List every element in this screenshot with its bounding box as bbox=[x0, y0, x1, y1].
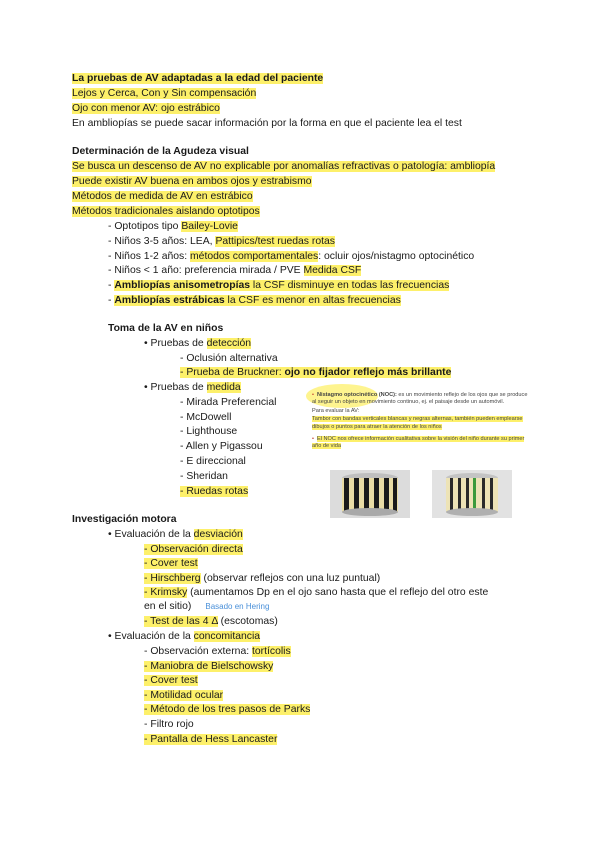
list-item: - Motilidad ocular bbox=[144, 690, 224, 701]
hering-annotation: Basado en Hering bbox=[205, 602, 270, 611]
list-item: - Ambliopías anisometropías la CSF disminuye en todas las frecuencias bbox=[108, 280, 450, 291]
list-item: - Método de los tres pasos de Parks bbox=[144, 704, 311, 715]
list-item: - Filtro rojo bbox=[144, 719, 194, 730]
text-line: Métodos tradicionales aislando optotipos bbox=[72, 206, 260, 217]
noc-note-snippet bbox=[312, 392, 532, 456]
list-item: - McDowell bbox=[180, 412, 232, 423]
text-line: Lejos y Cerca, Con y Sin compensación bbox=[72, 88, 257, 99]
text-line: Se busca un descenso de AV no explicable por anomalías refractivas o patología: ambliopía bbox=[72, 161, 496, 172]
list-item: - Oclusión alternativa bbox=[180, 353, 278, 364]
section-title-av-adaptadas: La pruebas de AV adaptadas a la edad del paciente bbox=[72, 73, 324, 84]
list-item: - E direccional bbox=[180, 456, 246, 467]
list-item: • Pruebas de medida bbox=[144, 382, 241, 393]
text-line: Ojo con menor AV: ojo estrábico bbox=[72, 103, 220, 114]
list-item: - Sheridan bbox=[180, 471, 228, 482]
optokinetic-drum-image-1 bbox=[330, 470, 410, 518]
text-line: Puede existir AV buena en ambos ojos y estrabismo bbox=[72, 176, 312, 187]
list-item: - Niños 1-2 años: métodos comportamentales: ocluir ojos/nistagmo optocinético bbox=[108, 251, 475, 262]
list-item: - Prueba de Bruckner: ojo no fijador reflejo más brillante bbox=[180, 367, 452, 378]
list-item: • Evaluación de la desviación bbox=[108, 529, 243, 540]
list-item-continued: en el sitio) Basado en Hering bbox=[144, 601, 270, 612]
list-item: - Observación directa bbox=[144, 544, 243, 555]
list-item: - Optotipos tipo Bailey-Lovie bbox=[108, 221, 238, 232]
list-item: - Mirada Preferencial bbox=[180, 397, 277, 408]
drum-illustration bbox=[432, 470, 512, 518]
optokinetic-drum-image-2 bbox=[432, 470, 512, 518]
list-item: - Hirschberg (observar reflejos con una luz puntual) bbox=[144, 573, 381, 584]
list-item: - Niños < 1 año: preferencia mirada / PVE Medida CSF bbox=[108, 265, 362, 276]
note-paragraph: Para evaluar la AV: bbox=[312, 407, 360, 414]
list-item: - Ruedas rotas bbox=[180, 486, 249, 497]
list-item: • Pruebas de detección bbox=[144, 338, 252, 349]
list-item: - Krimsky (aumentamos Dp en el ojo sano hasta que el reflejo del otro este bbox=[144, 587, 489, 598]
list-item: - Allen y Pigassou bbox=[180, 441, 263, 452]
section-title-agudeza-visual: Determinación de la Agudeza visual bbox=[72, 146, 249, 157]
list-item: - Cover test bbox=[144, 558, 198, 569]
section-title-investigacion-motora: Investigación motora bbox=[72, 514, 177, 525]
list-item: - Test de las 4 Δ (escotomas) bbox=[144, 616, 278, 627]
note-paragraph: Tambor con bandas verticales blancas y negras alternas, también pueden emplearse dibujos o puntos para atraer la atención de los niños bbox=[312, 416, 523, 430]
text-line: En ambliopías se puede sacar información por la forma en que el paciente lea el test bbox=[72, 118, 462, 129]
list-item: - Pantalla de Hess Lancaster bbox=[144, 734, 278, 745]
list-item: - Observación externa: tortícolis bbox=[144, 646, 291, 657]
section-title-toma-av: Toma de la AV en niños bbox=[108, 323, 224, 334]
note-paragraph: • El NOC nos ofrece información cualitativa sobre la visión del niño durante su primer año de vida bbox=[312, 436, 525, 450]
list-item: - Maniobra de Bielschowsky bbox=[144, 661, 274, 672]
list-item: • Evaluación de la concomitancia bbox=[108, 631, 261, 642]
note-paragraph: • Nistagmo optocinético (NOC): es un movimiento reflejo de los ojos que se produce al seguir un objeto en movimiento continuo, ej. el paisaje desde un automóvil. bbox=[312, 392, 528, 406]
list-item: - Ambliopías estrábicas la CSF es menor en altas frecuencias bbox=[108, 295, 401, 306]
list-item: - Niños 3-5 años: LEA, Pattipics/test ruedas rotas bbox=[108, 236, 335, 247]
list-item: - Cover test bbox=[144, 675, 198, 686]
list-item: - Lighthouse bbox=[180, 426, 238, 437]
drum-illustration bbox=[330, 470, 410, 518]
text-line: Métodos de medida de AV en estrábico bbox=[72, 191, 253, 202]
